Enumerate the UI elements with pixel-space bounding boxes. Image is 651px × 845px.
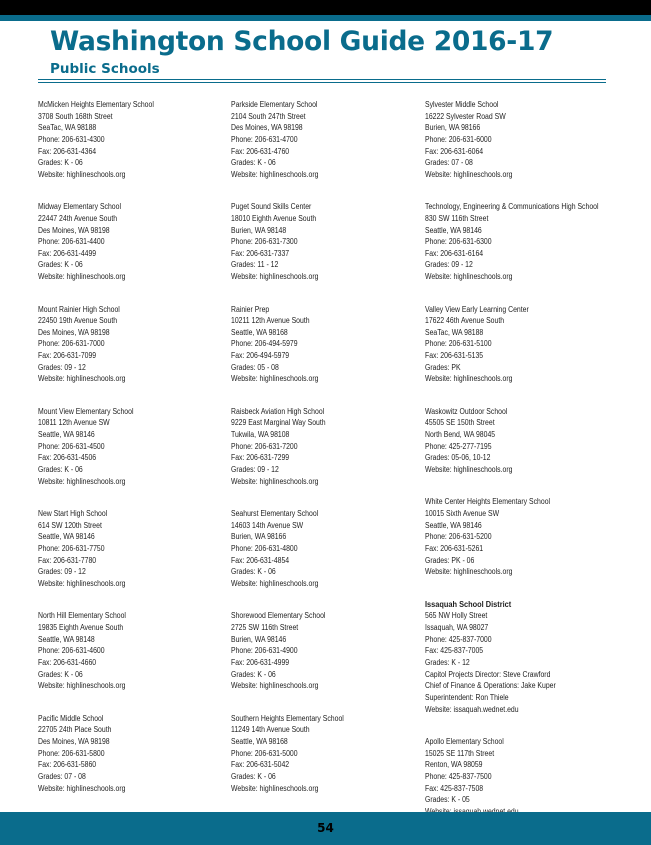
listing-detail-line: Phone: 206-631-4400 xyxy=(38,237,105,247)
listing-detail-line: Grades: K - 06 xyxy=(38,260,83,270)
listing-detail-line: 22447 24th Avenue South xyxy=(38,213,118,223)
listing-detail-line: North Bend, WA 98045 xyxy=(425,430,496,440)
listing-detail-line: Fax: 206-631-4499 xyxy=(38,248,97,258)
listing-detail-line: Fax: 206-631-7337 xyxy=(231,248,290,258)
listing-detail-line: Website: highlineschools.org xyxy=(38,578,126,588)
listing-detail-line: Fax: 206-631-4506 xyxy=(38,453,97,463)
listing-detail-line: Grades: 09 - 12 xyxy=(231,465,279,475)
listing-detail-line: Renton, WA 98059 xyxy=(425,760,483,770)
listing-detail-line: 830 SW 116th Street xyxy=(425,213,489,223)
header-rule-bottom xyxy=(38,82,606,83)
listing-detail-line: Phone: 425-837-7500 xyxy=(425,771,492,781)
school-name: Southern Heights Elementary School xyxy=(231,713,344,723)
listing-detail-line: Website: highlineschools.org xyxy=(425,374,513,384)
listing-detail-line: Fax: 206-631-7780 xyxy=(38,555,97,565)
listing-detail-line: 22705 24th Place South xyxy=(38,725,112,735)
listing-detail-line: Website: highlineschools.org xyxy=(38,681,126,691)
listing-detail-line: Website: highlineschools.org xyxy=(231,783,319,793)
listing-detail-line: Phone: 206-631-7750 xyxy=(38,544,105,554)
listing-detail-line: Seattle, WA 98146 xyxy=(425,520,482,530)
listing-detail-line: Website: highlineschools.org xyxy=(38,169,126,179)
listing-detail-line: Website: highlineschools.org xyxy=(231,476,319,486)
listing-detail-line: Fax: 206-631-7299 xyxy=(231,453,290,463)
listing-detail-line: 15025 SE 117th Street xyxy=(425,748,495,758)
listing-detail-line: Phone: 206-631-7200 xyxy=(231,441,298,451)
listing-detail-line: Grades: K - 06 xyxy=(231,771,276,781)
school-name: White Center Heights Elementary School xyxy=(425,497,551,507)
listing-detail-line: Fax: 206-631-7099 xyxy=(38,351,97,361)
listing-detail-line: Website: highlineschools.org xyxy=(231,374,319,384)
listing-detail-line: Phone: 206-631-5000 xyxy=(231,748,298,758)
listing-detail-line: Burien, WA 98166 xyxy=(231,532,287,542)
listing-detail-line: Fax: 425-837-7005 xyxy=(425,646,484,656)
listing-column-1 xyxy=(38,99,226,815)
listing-detail-line: Website: highlineschools.org xyxy=(425,169,513,179)
school-listing xyxy=(425,496,613,577)
school-listing xyxy=(231,610,419,691)
listing-detail-line: 565 NW Holly Street xyxy=(425,611,488,621)
listing-detail-line: Grades: K - 06 xyxy=(38,465,83,475)
header-rule-top xyxy=(38,79,606,80)
listing-detail-line: Capitol Projects Director: Steve Crawford xyxy=(425,669,551,679)
district-listing xyxy=(425,599,613,715)
school-listing xyxy=(38,406,226,487)
listing-detail-line: 2725 SW 116th Street xyxy=(231,623,299,633)
listing-detail-line: Website: highlineschools.org xyxy=(231,272,319,282)
school-name: Mount View Elementary School xyxy=(38,406,134,416)
listing-detail-line: 11249 14th Avenue South xyxy=(231,725,310,735)
listing-detail-line: 614 SW 120th Street xyxy=(38,520,102,530)
listing-detail-line: Grades: 07 - 08 xyxy=(38,771,86,781)
listing-detail-line: Grades: 11 - 12 xyxy=(231,260,279,270)
listing-detail-line: Grades: 05-06, 10-12 xyxy=(425,453,491,463)
school-name: Puget Sound Skills Center xyxy=(231,202,312,212)
school-listing xyxy=(38,713,226,794)
listing-detail-line: Fax: 206-631-4854 xyxy=(231,555,290,565)
listing-detail-line: Fax: 206-631-4999 xyxy=(231,657,290,667)
school-listing xyxy=(425,304,613,385)
listing-detail-line: Grades: K - 12 xyxy=(425,657,470,667)
school-name: Valley View Early Learning Center xyxy=(425,304,529,314)
listing-detail-line: Website: highlineschools.org xyxy=(38,783,126,793)
listing-detail-line: 22450 19th Avenue South xyxy=(38,316,118,326)
listing-detail-line: Phone: 206-631-4300 xyxy=(38,134,105,144)
listing-detail-line: Grades: K - 05 xyxy=(425,795,470,805)
listing-detail-line: Seattle, WA 98146 xyxy=(38,430,95,440)
listing-detail-line: Chief of Finance & Operations: Jake Kuper xyxy=(425,681,556,691)
school-name: McMicken Heights Elementary School xyxy=(38,100,154,109)
school-listing xyxy=(38,508,226,589)
listing-detail-line: Fax: 206-631-5135 xyxy=(425,351,484,361)
listing-detail-line: Grades: K - 06 xyxy=(38,669,83,679)
listing-detail-line: Burien, WA 98148 xyxy=(231,225,287,235)
listing-detail-line: 17622 46th Avenue South xyxy=(425,316,505,326)
page-number: 54 xyxy=(317,821,334,835)
listing-detail-line: Website: highlineschools.org xyxy=(38,272,126,282)
school-listing xyxy=(231,99,419,180)
listing-detail-line: Grades: K - 06 xyxy=(38,158,83,168)
listing-detail-line: Website: highlineschools.org xyxy=(231,681,319,691)
school-name: Technology, Engineering & Communications High School xyxy=(425,202,599,212)
listing-detail-line: Phone: 425-837-7000 xyxy=(425,634,492,644)
listing-detail-line: Phone: 206-631-7300 xyxy=(231,237,298,247)
listing-detail-line: Phone: 206-631-5200 xyxy=(425,532,492,542)
listing-detail-line: Grades: PK - 06 xyxy=(425,555,475,565)
school-listing xyxy=(231,406,419,487)
listing-detail-line: 9229 East Marginal Way South xyxy=(231,418,326,428)
listing-detail-line: Seattle, WA 98168 xyxy=(231,327,288,337)
school-name: Apollo Elementary School xyxy=(425,736,504,746)
listing-detail-line: Seattle, WA 98168 xyxy=(231,736,288,746)
school-listing xyxy=(425,99,613,180)
listing-detail-line: Seattle, WA 98146 xyxy=(38,532,95,542)
listing-detail-line: SeaTac, WA 98188 xyxy=(425,327,484,337)
listing-detail-line: Phone: 206-631-7000 xyxy=(38,339,105,349)
listing-detail-line: 16222 Sylvester Road SW xyxy=(425,111,506,121)
school-listing xyxy=(38,304,226,385)
listing-detail-line: Fax: 206-494-5979 xyxy=(231,351,290,361)
listing-detail-line: 10811 12th Avenue SW xyxy=(38,418,110,428)
listing-detail-line: Des Moines, WA 98198 xyxy=(38,736,110,746)
school-name: Pacific Middle School xyxy=(38,713,104,723)
page-title: Washington School Guide 2016-17 xyxy=(50,26,554,57)
listing-detail-line: 10211 12th Avenue South xyxy=(231,316,310,326)
listing-detail-line: Website: highlineschools.org xyxy=(425,272,513,282)
listing-detail-line: Website: highlineschools.org xyxy=(231,578,319,588)
school-name: Mount Rainier High School xyxy=(38,304,120,314)
school-name: Shorewood Elementary School xyxy=(231,611,326,621)
listing-detail-line: Grades: K - 06 xyxy=(231,669,276,679)
listing-detail-line: Website: issaquah.wednet.edu xyxy=(425,704,519,714)
listing-detail-line: Fax: 206-631-4660 xyxy=(38,657,97,667)
school-name: Seahurst Elementary School xyxy=(231,509,319,519)
listing-detail-line: Fax: 206-631-4364 xyxy=(38,146,97,156)
listing-detail-line: 3708 South 168th Street xyxy=(38,111,113,121)
listing-detail-line: Grades: 09 - 12 xyxy=(38,567,86,577)
listing-detail-line: Phone: 206-631-4600 xyxy=(38,646,105,656)
school-listing xyxy=(231,201,419,282)
listing-detail-line: SeaTac, WA 98188 xyxy=(38,123,97,133)
school-listing xyxy=(231,508,419,589)
listing-detail-line: Des Moines, WA 98198 xyxy=(38,327,110,337)
listing-detail-line: Fax: 206-631-5860 xyxy=(38,760,97,770)
school-listing xyxy=(231,713,419,794)
top-accent-band xyxy=(0,15,651,21)
listing-detail-line: Fax: 206-631-6064 xyxy=(425,146,484,156)
school-listing xyxy=(425,406,613,476)
listing-detail-line: Grades: K - 06 xyxy=(231,567,276,577)
listing-detail-line: Seattle, WA 98148 xyxy=(38,634,95,644)
listing-detail-line: Website: highlineschools.org xyxy=(425,465,513,475)
listing-detail-line: Phone: 206-631-5100 xyxy=(425,339,492,349)
listing-detail-line: Issaquah, WA 98027 xyxy=(425,623,489,633)
listing-detail-line: Fax: 206-631-6164 xyxy=(425,248,484,258)
school-name: Raisbeck Aviation High School xyxy=(231,406,325,416)
top-black-band xyxy=(0,0,651,15)
listing-detail-line: Grades: K - 06 xyxy=(231,158,276,168)
school-listing xyxy=(231,304,419,385)
listing-detail-line: Phone: 206-631-5800 xyxy=(38,748,105,758)
listing-detail-line: Tukwila, WA 98108 xyxy=(231,430,290,440)
listing-detail-line: Phone: 206-631-6300 xyxy=(425,237,492,247)
listing-detail-line: 10015 Sixth Avenue SW xyxy=(425,509,500,519)
listing-detail-line: Phone: 206-631-4900 xyxy=(231,646,298,656)
listing-detail-line: Phone: 206-631-4500 xyxy=(38,441,105,451)
listing-detail-line: 19835 Eighth Avenue South xyxy=(38,623,124,633)
listing-detail-line: Phone: 425-277-7195 xyxy=(425,441,492,451)
listing-detail-line: Phone: 206-631-6000 xyxy=(425,134,492,144)
school-name: Waskowitz Outdoor School xyxy=(425,406,508,416)
listing-detail-line: Superintendent: Ron Thiele xyxy=(425,692,509,702)
school-listing xyxy=(425,201,613,282)
district-name: Issaquah School District xyxy=(425,598,512,609)
listing-detail-line: Website: highlineschools.org xyxy=(231,169,319,179)
listing-detail-line: Seattle, WA 98146 xyxy=(425,225,482,235)
listing-detail-line: 2104 South 247th Street xyxy=(231,111,306,121)
listing-detail-line: Website: highlineschools.org xyxy=(425,567,513,577)
school-listing xyxy=(38,201,226,282)
listing-detail-line: Grades: 09 - 12 xyxy=(425,260,473,270)
listing-detail-line: Grades: 09 - 12 xyxy=(38,362,86,372)
school-name: North Hill Elementary School xyxy=(38,611,126,621)
listing-detail-line: Grades: 07 - 08 xyxy=(425,158,473,168)
listing-column-3 xyxy=(425,99,613,838)
school-name: New Start High School xyxy=(38,509,108,519)
listing-detail-line: Fax: 206-631-5042 xyxy=(231,760,290,770)
listing-detail-line: Des Moines, WA 98198 xyxy=(231,123,303,133)
listing-detail-line: Website: highlineschools.org xyxy=(38,476,126,486)
listing-detail-line: Fax: 425-837-7508 xyxy=(425,783,484,793)
school-name: Midway Elementary School xyxy=(38,202,121,212)
listing-detail-line: 18010 Eighth Avenue South xyxy=(231,213,317,223)
listing-detail-line: Burien, WA 98146 xyxy=(231,634,287,644)
listing-detail-line: Grades: PK xyxy=(425,362,461,372)
school-name: Sylvester Middle School xyxy=(425,100,499,109)
school-name: Parkside Elementary School xyxy=(231,100,318,109)
listing-detail-line: Burien, WA 98166 xyxy=(425,123,481,133)
listing-detail-line: Fax: 206-631-4760 xyxy=(231,146,290,156)
listing-detail-line: Grades: 05 - 08 xyxy=(231,362,279,372)
school-name: Rainier Prep xyxy=(231,304,270,314)
school-listing xyxy=(38,610,226,691)
listing-detail-line: 45505 SE 150th Street xyxy=(425,418,495,428)
listing-detail-line: 14603 14th Avenue SW xyxy=(231,520,304,530)
listing-detail-line: Des Moines, WA 98198 xyxy=(38,225,110,235)
school-listing xyxy=(425,736,613,817)
listing-column-2 xyxy=(231,99,419,815)
school-listing xyxy=(38,99,226,180)
listing-detail-line: Phone: 206-631-4800 xyxy=(231,544,298,554)
listing-detail-line: Phone: 206-631-4700 xyxy=(231,134,298,144)
listing-detail-line: Phone: 206-494-5979 xyxy=(231,339,298,349)
listing-detail-line: Website: highlineschools.org xyxy=(38,374,126,384)
listing-detail-line: Fax: 206-631-5261 xyxy=(425,544,484,554)
section-subtitle: Public Schools xyxy=(50,61,160,77)
